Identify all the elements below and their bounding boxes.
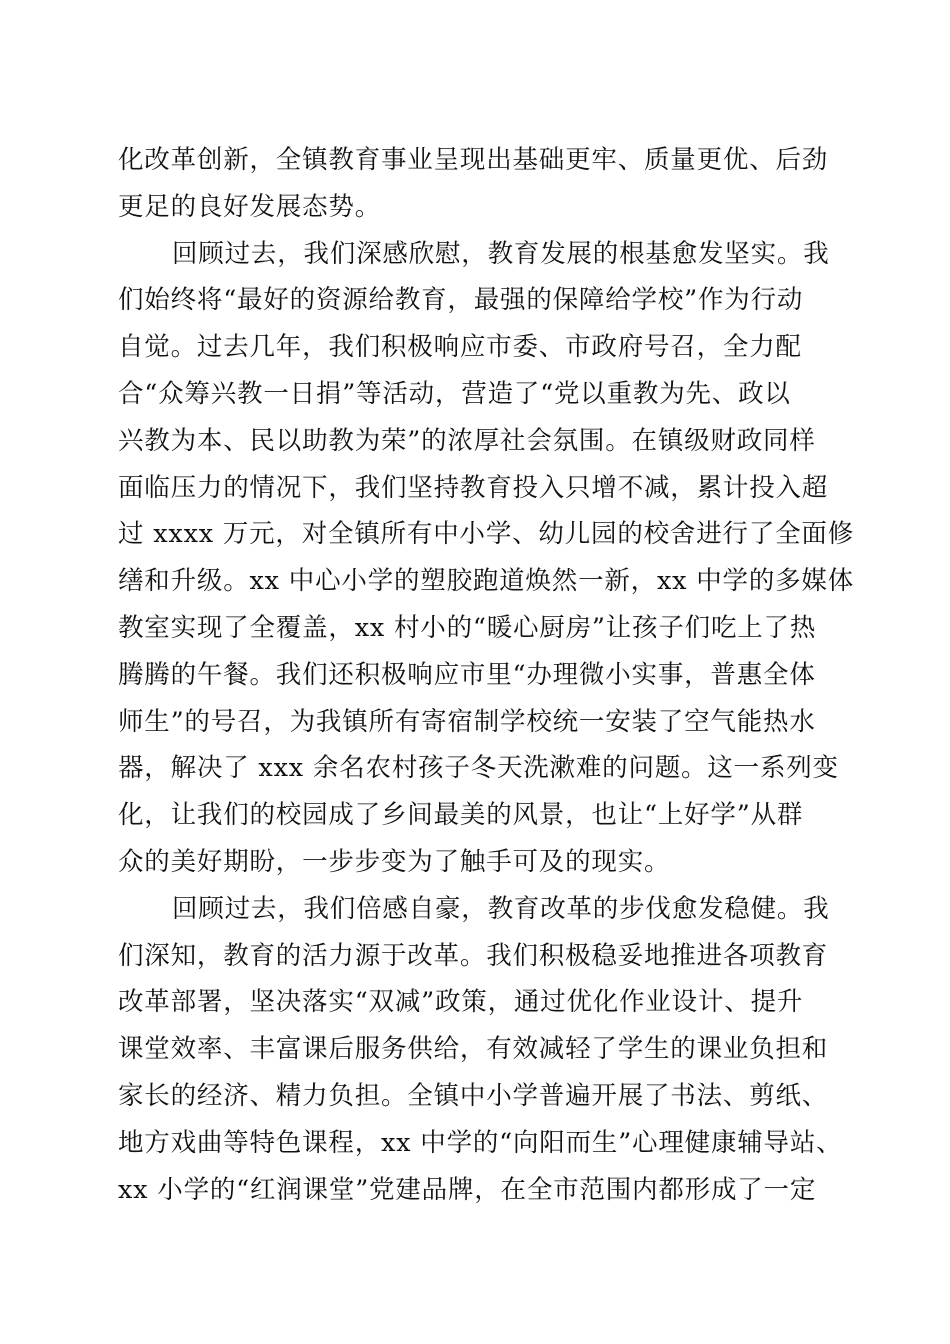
text-line: 们始终将“最好的资源给教育，最强的保障给学校”作为行动 (118, 285, 804, 316)
text-line: 众的美好期盼，一步步变为了触手可及的现实。 (118, 846, 671, 877)
text-line: 教室实现了全覆盖，xx 村小的“暖心厨房”让孩子们吃上了热 (118, 612, 817, 643)
text-line: 改革部署，坚决落实“双减”政策，通过优化作业设计、提升 (118, 987, 804, 1018)
text-line: 化改革创新，全镇教育事业呈现出基础更牢、质量更优、后劲 (118, 145, 829, 175)
text-line: 更足的良好发展态势。 (118, 191, 382, 222)
text-line: 合“众筹兴教一日捐”等活动，营造了“党以重教为先、政以 (118, 378, 791, 409)
paragraph-2 (118, 231, 855, 886)
text-line: 腾腾的午餐。我们还积极响应市里“办理微小实事，普惠全体 (118, 659, 816, 690)
text-line: 过 xxxx 万元，对全镇所有中小学、幼儿园的校舍进行了全面修 (118, 519, 855, 550)
text-line: 缮和升级。xx 中心小学的塑胶跑道焕然一新，xx 中学的多媒体 (118, 566, 855, 597)
text-line: 们深知，教育的活力源于改革。我们积极稳妥地推进各项教育 (118, 940, 829, 971)
text-line: 家长的经济、精力负担。全镇中小学普遍开展了书法、剪纸、 (118, 1080, 829, 1111)
document-body (118, 137, 855, 1213)
text-line: 自觉。过去几年，我们积极响应市委、市政府号召，全力配 (118, 332, 802, 363)
paragraph-1 (118, 137, 838, 231)
text-line: 师生”的号召，为我镇所有寄宿制学校统一安装了空气能热水 (118, 706, 816, 737)
text-line: 化，让我们的校园成了乡间最美的风景，也让“上好学”从群 (118, 800, 804, 831)
text-line: 器，解决了 xxx 余名农村孩子冬天洗漱难的问题。这一系列变 (118, 753, 839, 784)
paragraph-3 (118, 886, 843, 1214)
text-line: 地方戏曲等特色课程，xx 中学的“向阳而生”心理健康辅导站、 (118, 1127, 843, 1158)
text-line-first: 回顾过去，我们倍感自豪，教育改革的步伐愈发稳健。我 (172, 893, 830, 924)
text-line-first: 回顾过去，我们深感欣慰，教育发展的根基愈发坚实。我 (172, 238, 830, 269)
text-line: 课堂效率、丰富课后服务供给，有效减轻了学生的课业负担和 (118, 1034, 829, 1065)
text-line: xx 小学的“红润课堂”党建品牌，在全市范围内都形成了一定 (118, 1174, 817, 1205)
text-line: 面临压力的情况下，我们坚持教育投入只增不减，累计投入超 (118, 472, 829, 503)
text-line: 兴教为本、民以助教为荣”的浓厚社会氛围。在镇级财政同样 (118, 425, 816, 456)
